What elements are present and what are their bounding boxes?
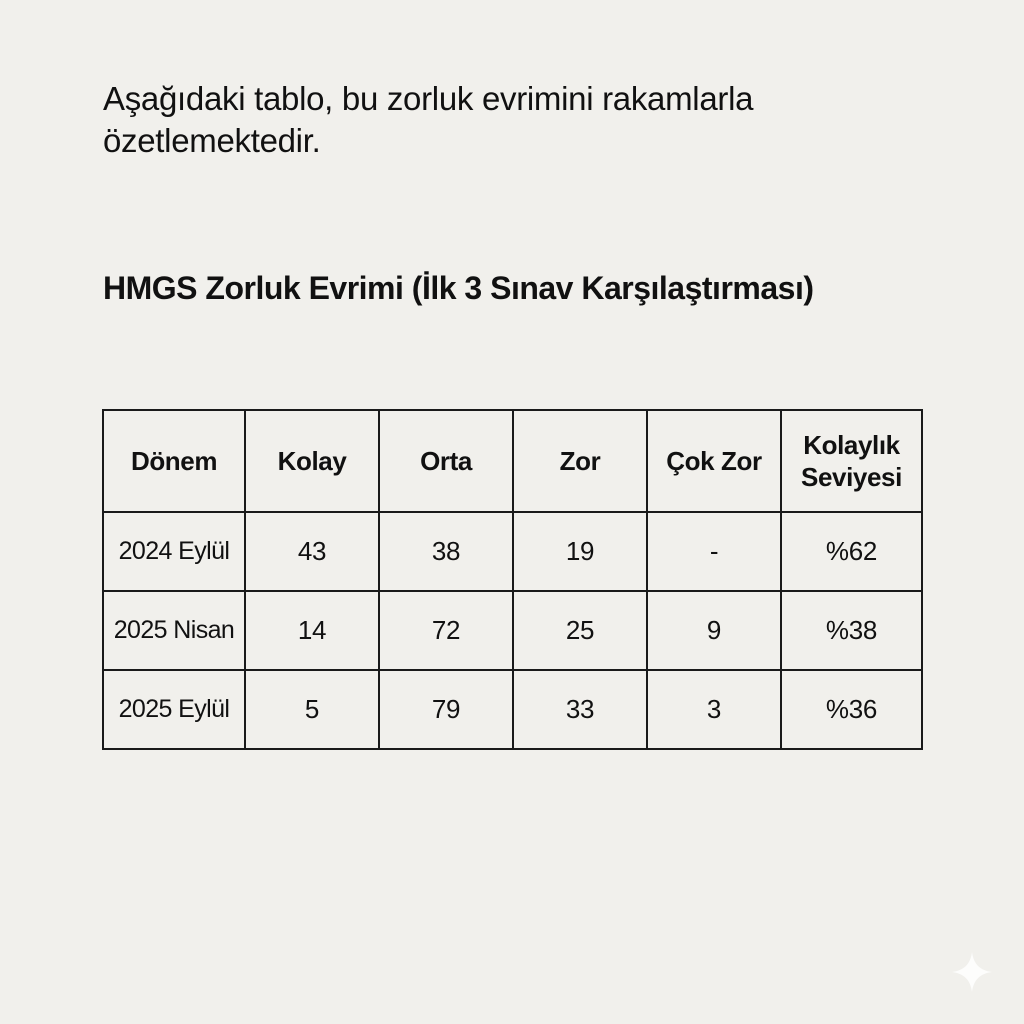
cell-hard: 33: [513, 670, 647, 749]
cell-period: 2024 Eylül: [103, 512, 245, 591]
header-medium: Orta: [379, 410, 513, 512]
table-header-row: [103, 410, 922, 512]
intro-text: Aşağıdaki tablo, bu zorluk evrimini rakamlarla özetlemektedir.: [103, 80, 754, 159]
cell-ease-level: %62: [781, 512, 922, 591]
cell-medium: 79: [379, 670, 513, 749]
table-row: [103, 591, 922, 670]
cell-very-hard: -: [647, 512, 781, 591]
header-very-hard: Çok Zor: [647, 410, 781, 512]
cell-very-hard: 3: [647, 670, 781, 749]
cell-easy: 5: [245, 670, 379, 749]
cell-medium: 72: [379, 591, 513, 670]
table-title: HMGS Zorluk Evrimi (İlk 3 Sınav Karşılaştırması): [103, 270, 814, 306]
sparkle-icon: [950, 950, 994, 994]
table-row: [103, 670, 922, 749]
cell-easy: 14: [245, 591, 379, 670]
header-ease-level: Kolaylık Seviyesi: [781, 410, 922, 512]
cell-easy: 43: [245, 512, 379, 591]
cell-period: 2025 Eylül: [103, 670, 245, 749]
cell-ease-level: %38: [781, 591, 922, 670]
cell-medium: 38: [379, 512, 513, 591]
difficulty-table: [102, 409, 923, 750]
cell-hard: 25: [513, 591, 647, 670]
cell-ease-level: %36: [781, 670, 922, 749]
table-row: [103, 512, 922, 591]
cell-hard: 19: [513, 512, 647, 591]
header-hard: Zor: [513, 410, 647, 512]
header-period: Dönem: [103, 410, 245, 512]
cell-very-hard: 9: [647, 591, 781, 670]
cell-period: 2025 Nisan: [103, 591, 245, 670]
header-easy: Kolay: [245, 410, 379, 512]
